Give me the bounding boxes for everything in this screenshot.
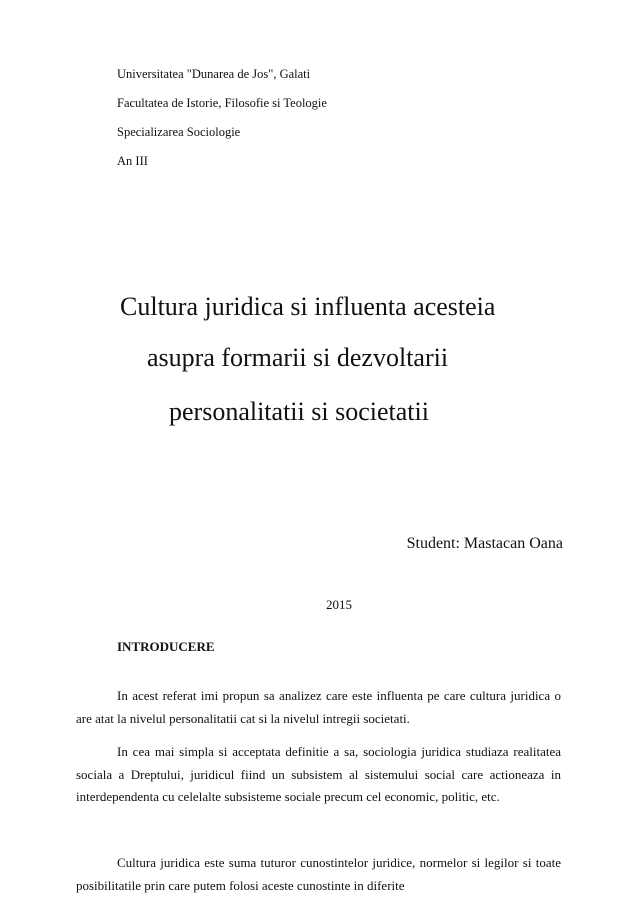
faculty-name: Facultatea de Istorie, Filosofie si Teologie xyxy=(117,96,327,110)
year-of-study: An III xyxy=(117,154,148,168)
title-line-1: Cultura juridica si influenta acesteia xyxy=(120,292,496,321)
paragraph-3: Cultura juridica este suma tuturor cunostintelor juridice, normelor si legilor si toate posibilitatile prin care putem folosi aceste cunostinte in diferite xyxy=(76,855,561,893)
title-line-3: personalitatii si societatii xyxy=(169,397,429,426)
student-name: Student: Mastacan Oana xyxy=(406,535,563,552)
specialization: Specializarea Sociologie xyxy=(117,125,241,139)
paragraph-1: In acest referat imi propun sa analizez care este influenta pe care cultura juridica o are atat la nivelul personalitatii cat si la nivelul intregii societati. xyxy=(76,688,561,726)
university-name: Universitatea "Dunarea de Jos", Galati xyxy=(117,67,311,81)
section-heading: INTRODUCERE xyxy=(117,639,215,654)
paragraph-2: In cea mai simpla si acceptata definitie a sa, sociologia juridica studiaza realitatea sociala a Dreptului, juridicul fiind un subsistem al sistemului social care actioneaza in interdependenta cu celelalte subsisteme sociale precum cel economic, politic, etc. xyxy=(76,744,561,804)
title-line-2: asupra formarii si dezvoltarii xyxy=(147,343,449,372)
document-year: 2015 xyxy=(326,597,352,612)
